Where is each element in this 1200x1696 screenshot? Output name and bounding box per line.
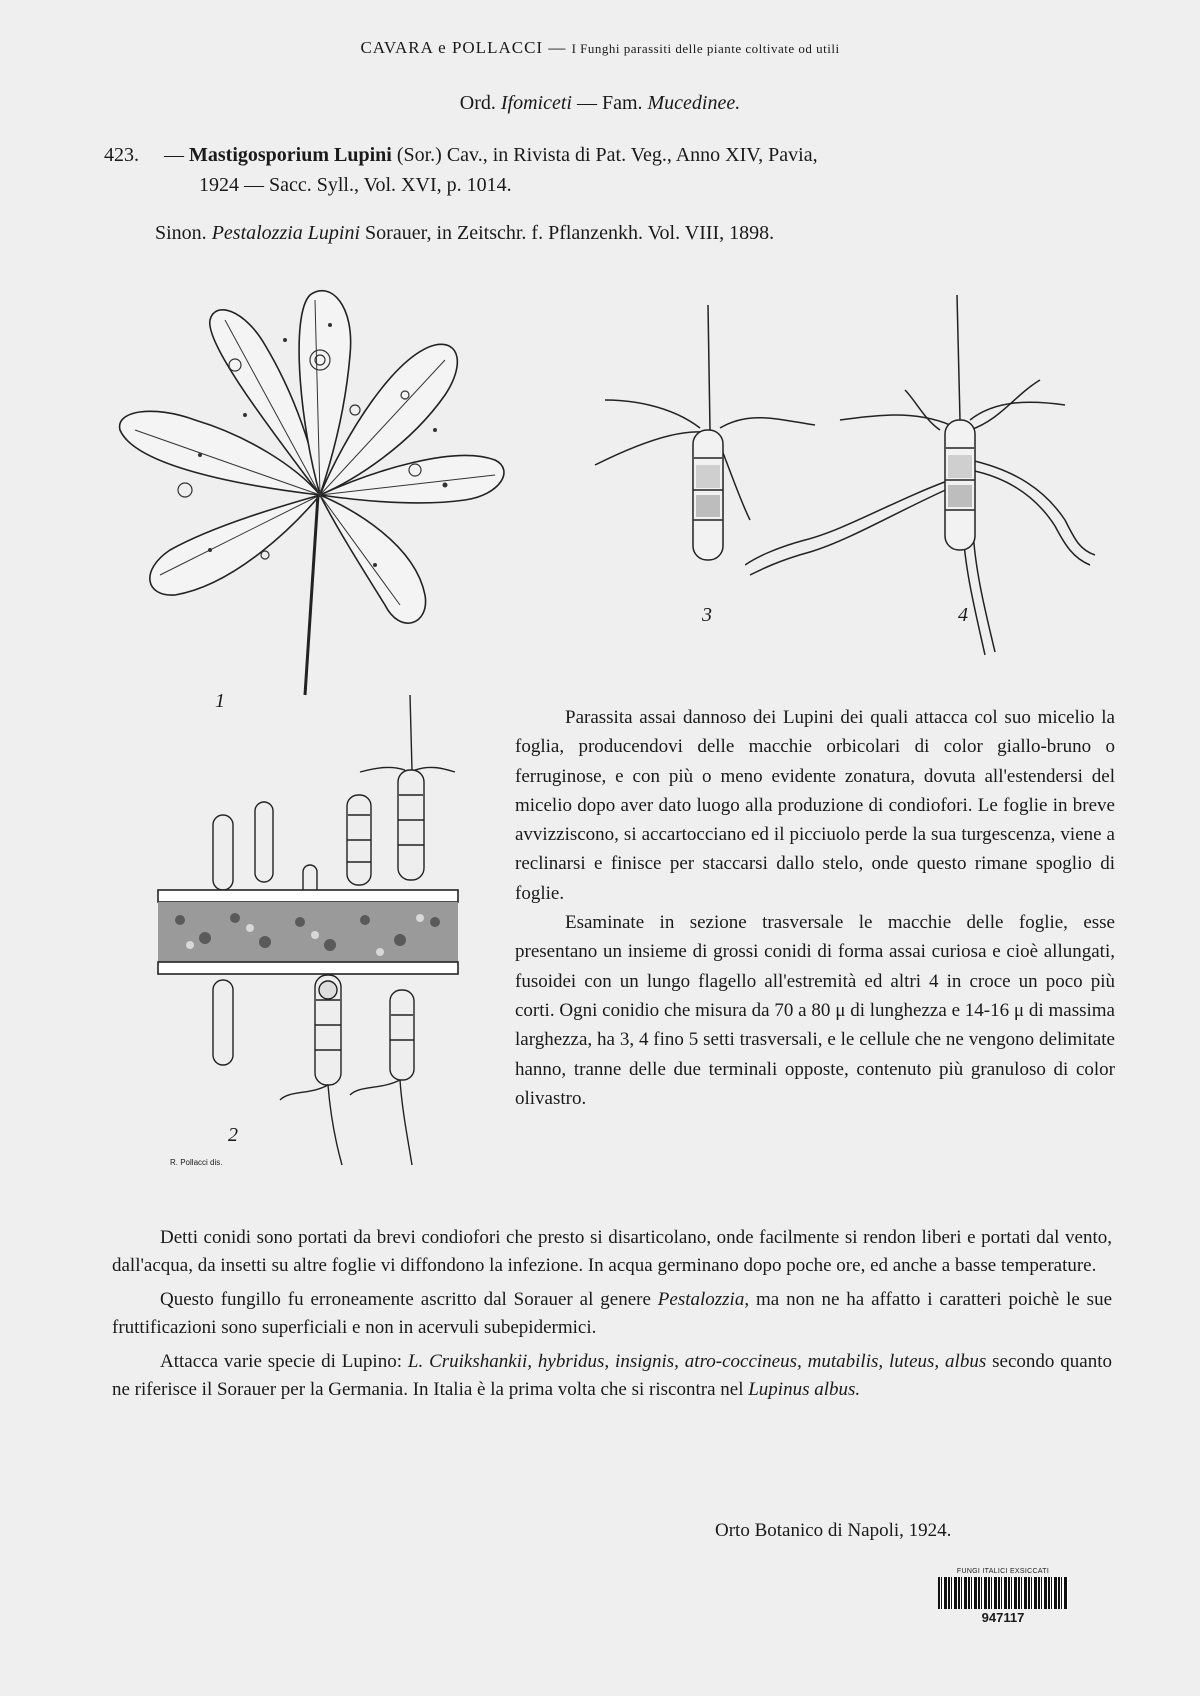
- leaf-mesophyll: [158, 902, 458, 962]
- paragraph-4-c: , ma non ne ha affatto i caratteri poichè le sue fruttificazioni sono superficiali e non in acervuli subepidermici.: [112, 1289, 1112, 1338]
- figure-4-germinating-conidium: [745, 290, 1115, 670]
- header-dash: —: [548, 38, 567, 57]
- paragraph-5-host: Lupinus albus.: [748, 1379, 861, 1400]
- leaflet: [150, 495, 320, 595]
- figure-1-label: 1: [215, 690, 225, 712]
- species-genus: Mastigosporium: [189, 144, 329, 166]
- conidium: [390, 990, 414, 1080]
- order-label: Ord.: [459, 92, 496, 114]
- species-publication-2: 1924 — Sacc. Syll., Vol. XVI, p. 1014.: [199, 174, 512, 196]
- barcode-label: FUNGI ITALICI EXSICCATI: [956, 1568, 1050, 1575]
- description-column: [515, 703, 1115, 1113]
- synonym-label: Sinon.: [155, 222, 207, 244]
- figure-2-label: 2: [228, 1124, 238, 1146]
- paragraph-1: Parassita assai dannoso dei Lupini dei quali attacca col suo micelio la foglia, producendovi delle macchie orbicolari di color giallo-bruno o ferruginose, e con più o meno evidente zonatura, dovuta all'estendersi del micelio dopo aver dato luogo alla produzione di condiofori. Le foglie in breve avvizziscono, si accartocciano ed il picciuolo perde la sua turgescenza, viene a reclinarsi e finisce per staccarsi dallo stelo, onde questo rimane spoglio di foglie.: [515, 707, 1115, 904]
- family-label: Fam.: [601, 92, 643, 114]
- figure-4-label: 4: [958, 604, 968, 626]
- specimen-barcode: [934, 1568, 1072, 1628]
- species-heading: [104, 140, 1124, 200]
- header-series-title: I Funghi parassiti delle piante coltivate od utili: [571, 41, 840, 56]
- species-number: 423.: [104, 144, 139, 166]
- figure-2-leaf-cross-section: [150, 690, 460, 1170]
- species-author: (Sor.) Cav.,: [396, 144, 488, 166]
- paragraph-4-genus: Pestalozzia: [657, 1289, 745, 1310]
- taxonomy-dash: —: [576, 92, 597, 114]
- paragraph-5-a: Attacca varie specie di Lupino:: [160, 1351, 408, 1372]
- header-authors: CAVARA e POLLACCI: [360, 38, 544, 57]
- paragraph-2: Esaminate in sezione trasversale le macchie delle foglie, esse presentano un insieme di grossi conidi di forma assai curiosa e cioè allungati, fusoidei con un lungo flagello all'estremità ed altri 4 in croce un poco più corti. Ogni conidio che misura da 70 a 80 μ di lunghezza e 14-16 μ di massima larghezza, ha 3, 4 fino 5 setti trasversali, e le cellule che ne vengono delimitate hanno, tranne delle due terminali opposte, contenuto più granuloso di color olivastro.: [515, 912, 1115, 1109]
- paragraph-5-c: secondo quanto ne riferisce il Sorauer per la Germania. In Italia è la prima volta che si riscontra nel: [112, 1351, 1112, 1400]
- leaf-spot: [261, 551, 269, 559]
- conidium: [398, 770, 424, 880]
- paragraph-3: Detti conidi sono portati da brevi condiofori che presto si disarticolano, onde facilmente si rendon liberi e portati dal vento, dall'acqua, da insetti su altre foglie vi diffondono la infezione. In acqua germinano dopo poche ore, ed anche a basse temperature.: [112, 1227, 1112, 1276]
- barcode-bars: [938, 1577, 1068, 1609]
- leaf-spot: [178, 483, 192, 497]
- barcode-number: 947117: [981, 1610, 1025, 1625]
- running-header: [0, 38, 1200, 58]
- synonym-name: Pestalozzia Lupini: [211, 222, 361, 244]
- leaf-petiole: [305, 495, 318, 695]
- conidium: [255, 802, 273, 882]
- leaflet: [320, 495, 426, 623]
- species-publication: in Rivista di Pat. Veg., Anno XIV, Pavia,: [492, 144, 818, 166]
- conidium: [213, 815, 233, 890]
- paragraph-5: [112, 1348, 1112, 1404]
- collection-signature: Orto Botanico di Napoli, 1924.: [715, 1520, 952, 1541]
- family-name: Mucedinee.: [647, 92, 741, 114]
- taxonomy-line: [0, 92, 1200, 115]
- species-epithet: Lupini: [334, 144, 392, 166]
- figure-1-lupine-leaf: [115, 285, 525, 755]
- germ-tube: [745, 480, 950, 565]
- paragraph-4-a: Questo fungillo fu erroneamente ascritto dal Sorauer al genere: [160, 1289, 658, 1310]
- paragraph-5-species-list: L. Cruikshankii, hybridus, insignis, atro-coccineus, mutabilis, luteus, albus: [407, 1351, 987, 1372]
- order-name: Ifomiceti: [500, 92, 572, 114]
- species-dash: —: [164, 144, 184, 166]
- conidium: [213, 980, 233, 1065]
- figure-artist-credit: R. Pollacci dis.: [170, 1158, 223, 1167]
- paragraph-4: [112, 1286, 1112, 1342]
- leaf-spot: [350, 405, 360, 415]
- species-line-1: [104, 140, 1124, 170]
- figure-3-label: 3: [702, 604, 712, 626]
- synonym-line: [155, 222, 774, 245]
- description-full-width: [112, 1224, 1112, 1410]
- leaf-lower-epidermis: [158, 962, 458, 974]
- synonym-reference: Sorauer, in Zeitschr. f. Pflanzenkh. Vol. VIII, 1898.: [365, 222, 775, 244]
- leaf-upper-epidermis: [158, 890, 458, 902]
